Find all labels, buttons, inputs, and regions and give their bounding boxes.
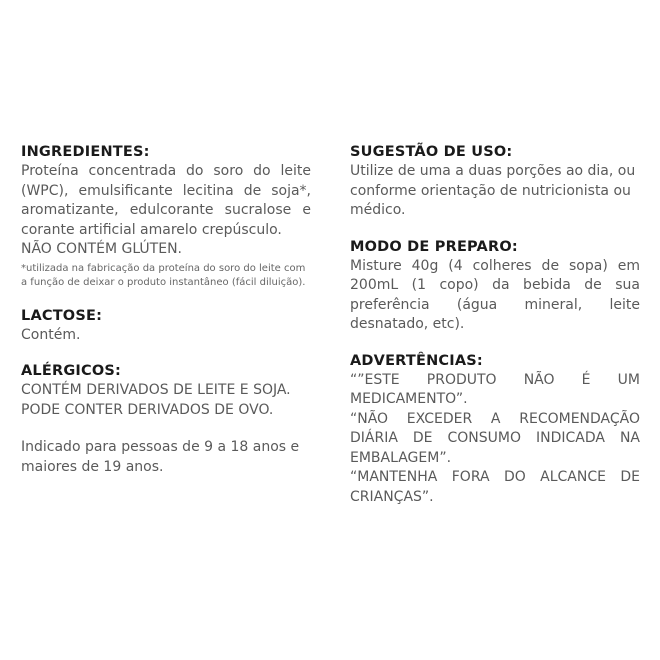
sugestao-section — [350, 144, 640, 221]
age-indication: Indicado para pessoas de 9 a 18 anos e maiores de 19 anos. — [21, 439, 300, 475]
preparo-title: MODO DE PREPARO: — [350, 238, 518, 255]
right-column — [350, 144, 640, 525]
sugestao-text: Utilize de uma a duas porções ao dia, ou conforme orientação de nutricionista ou médico. — [350, 163, 636, 218]
advertencia-item-3: “MANTENHA FORA DO ALCANCE DE CRIANÇAS”. — [350, 469, 640, 505]
alergicos-line-2: PODE CONTER DERIVADOS DE OVO. — [21, 401, 274, 418]
ingredientes-text: Proteína concentrada do soro do leite (WPC), emulsificante lecitina de soja*, aromatizante, edulcorante sucralose e corante artificial amarelo crepúsculo. — [21, 163, 311, 238]
ingredientes-title: INGREDIENTES: — [21, 144, 150, 160]
advertencias-title: ADVERTÊNCIAS: — [350, 352, 483, 369]
ingredientes-section — [21, 144, 311, 290]
advertencia-item-1: “”ESTE PRODUTO NÃO É UM MEDICAMENTO”. — [350, 371, 640, 407]
advertencias-section — [350, 353, 640, 508]
preparo-text: Misture 40g (4 colheres de sopa) em 200mL (1 copo) da bebida de sua preferência (água mineral, leite desnatado, etc). — [350, 257, 640, 332]
left-column — [21, 144, 311, 477]
gluten-warning: NÃO CONTÉM GLÚTEN. — [21, 241, 182, 257]
alergicos-section — [21, 363, 311, 420]
sugestao-title: SUGESTÃO DE USO: — [350, 144, 513, 160]
preparo-section — [350, 239, 640, 335]
alergicos-line-1: CONTÉM DERIVADOS DE LEITE E SOJA. — [21, 382, 291, 398]
advertencia-item-2: “NÃO EXCEDER A RECOMENDAÇÃO DIÁRIA DE CONSUMO INDICADA NA EMBALAGEM”. — [350, 410, 640, 466]
lactose-text: Contém. — [21, 326, 81, 343]
lactose-section — [21, 308, 311, 346]
ingredientes-footnote: *utilizada na fabricação da proteína do soro do leite com a função de deixar o produto instantâneo (fácil diluição). — [21, 262, 306, 288]
lactose-title: LACTOSE: — [21, 307, 103, 324]
alergicos-title: ALÉRGICOS: — [21, 363, 122, 379]
